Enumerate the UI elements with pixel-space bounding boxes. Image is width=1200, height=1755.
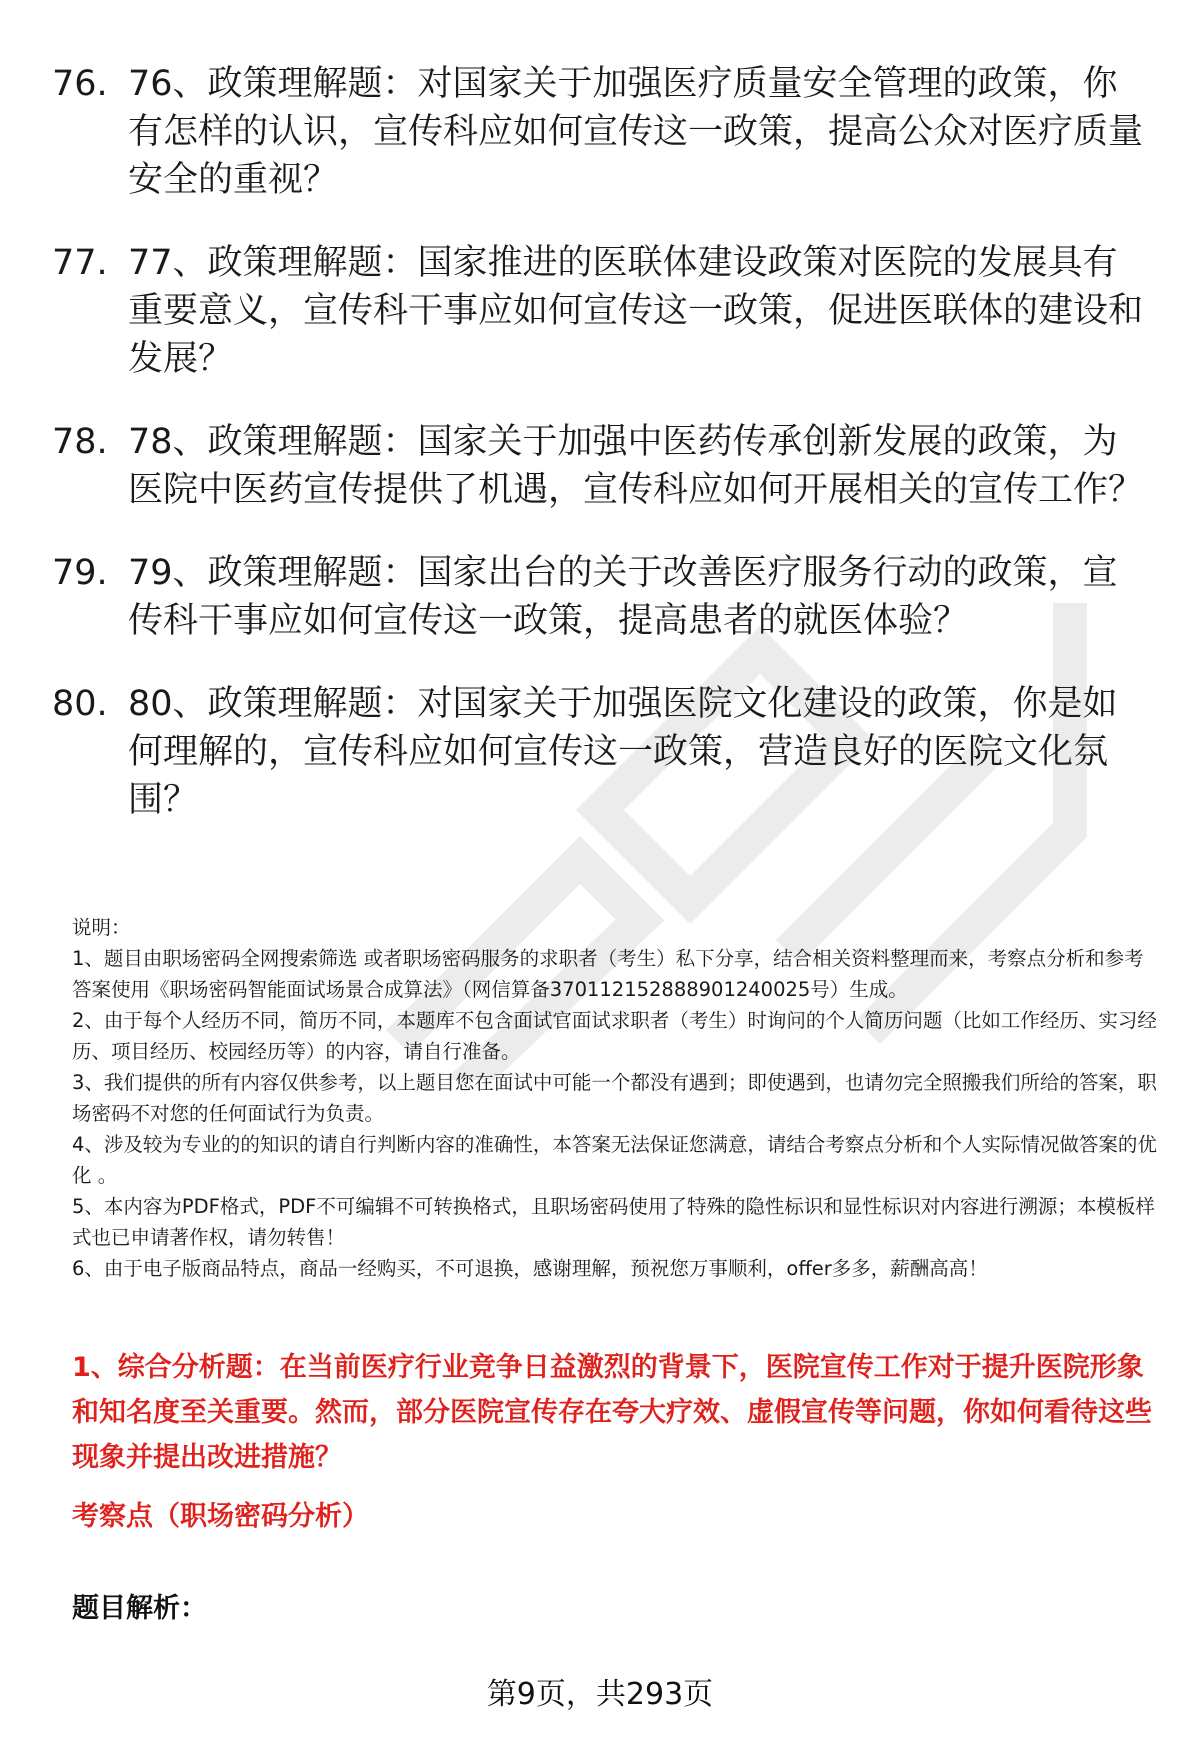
question-item	[52, 60, 1152, 204]
note-item: 5、本内容为PDF格式，PDF不可编辑不可转换格式，且职场密码使用了特殊的隐性标识和显性标识对内容进行溯源；本模板样式也已申请著作权，请勿转售！	[72, 1195, 1155, 1249]
note-item: 1、题目由职场密码全网搜索筛选 或者职场密码服务的求职者（考生）私下分享，结合相关资料整理而来，考察点分析和参考答案使用《职场密码智能面试场景合成算法》（网信算备370112152888901240025号）生成。	[72, 947, 1144, 1001]
note-item: 4、涉及较为专业的的知识的请自行判断内容的准确性，本答案无法保证您满意，请结合考察点分析和个人实际情况做答案的优化 。	[72, 1133, 1157, 1187]
featured-question: 1、综合分析题：在当前医疗行业竞争日益激烈的背景下，医院宣传工作对于提升医院形象和知名度至关重要。然而，部分医院宣传存在夸大疗效、虚假宣传等问题，你如何看待这些现象并提出改进措施？	[72, 1352, 1152, 1473]
question-number: 77.	[52, 243, 108, 283]
page-number: 第9页，共293页	[486, 1677, 714, 1712]
question-text: 76、政策理解题：对国家关于加强医疗质量安全管理的政策，你有怎样的认识，宣传科应如何宣传这一政策，提高公众对医疗质量安全的重视？	[128, 64, 1144, 200]
note-item: 3、我们提供的所有内容仅供参考，以上题目您在面试中可能一个都没有遇到；即使遇到，也请勿完全照搬我们所给的答案，职场密码不对您的任何面试行为负责。	[72, 1071, 1157, 1125]
question-text: 78、政策理解题：国家关于加强中医药传承创新发展的政策，为医院中医药宣传提供了机遇，宣传科应如何开展相关的宣传工作？	[128, 422, 1144, 510]
question-list	[52, 60, 1152, 859]
question-text: 77、政策理解题：国家推进的医联体建设政策对医院的发展具有重要意义，宣传科干事应如何宣传这一政策，促进医联体的建设和发展？	[128, 243, 1144, 379]
focus-heading: 考察点（职场密码分析）	[72, 1501, 369, 1532]
question-text: 80、政策理解题：对国家关于加强医院文化建设的政策，你是如何理解的，宣传科应如何宣传这一政策，营造良好的医院文化氛围？	[128, 684, 1118, 820]
question-number: 79.	[52, 553, 108, 593]
question-item	[52, 418, 1152, 514]
note-item: 2、由于每个人经历不同，简历不同，本题库不包含面试官面试求职者（考生）时询问的个人简历问题（比如工作经历、实习经历、项目经历、校园经历等）的内容，请自行准备。	[72, 1009, 1157, 1063]
question-item	[52, 239, 1152, 383]
notes-title: 说明：	[72, 916, 131, 939]
analysis-heading: 题目解析：	[72, 1593, 207, 1624]
question-number: 76.	[52, 64, 108, 104]
question-item	[52, 680, 1152, 824]
question-text: 79、政策理解题：国家出台的关于改善医疗服务行动的政策，宣传科干事应如何宣传这一政策，提高患者的就医体验？	[128, 553, 1118, 641]
notes-block	[72, 912, 1162, 1284]
question-item	[52, 549, 1152, 645]
question-number: 80.	[52, 684, 108, 724]
note-item: 6、由于电子版商品特点，商品一经购买，不可退换，感谢理解，预祝您万事顺利，offer多多，薪酬高高！	[72, 1257, 988, 1280]
question-number: 78.	[52, 422, 108, 462]
